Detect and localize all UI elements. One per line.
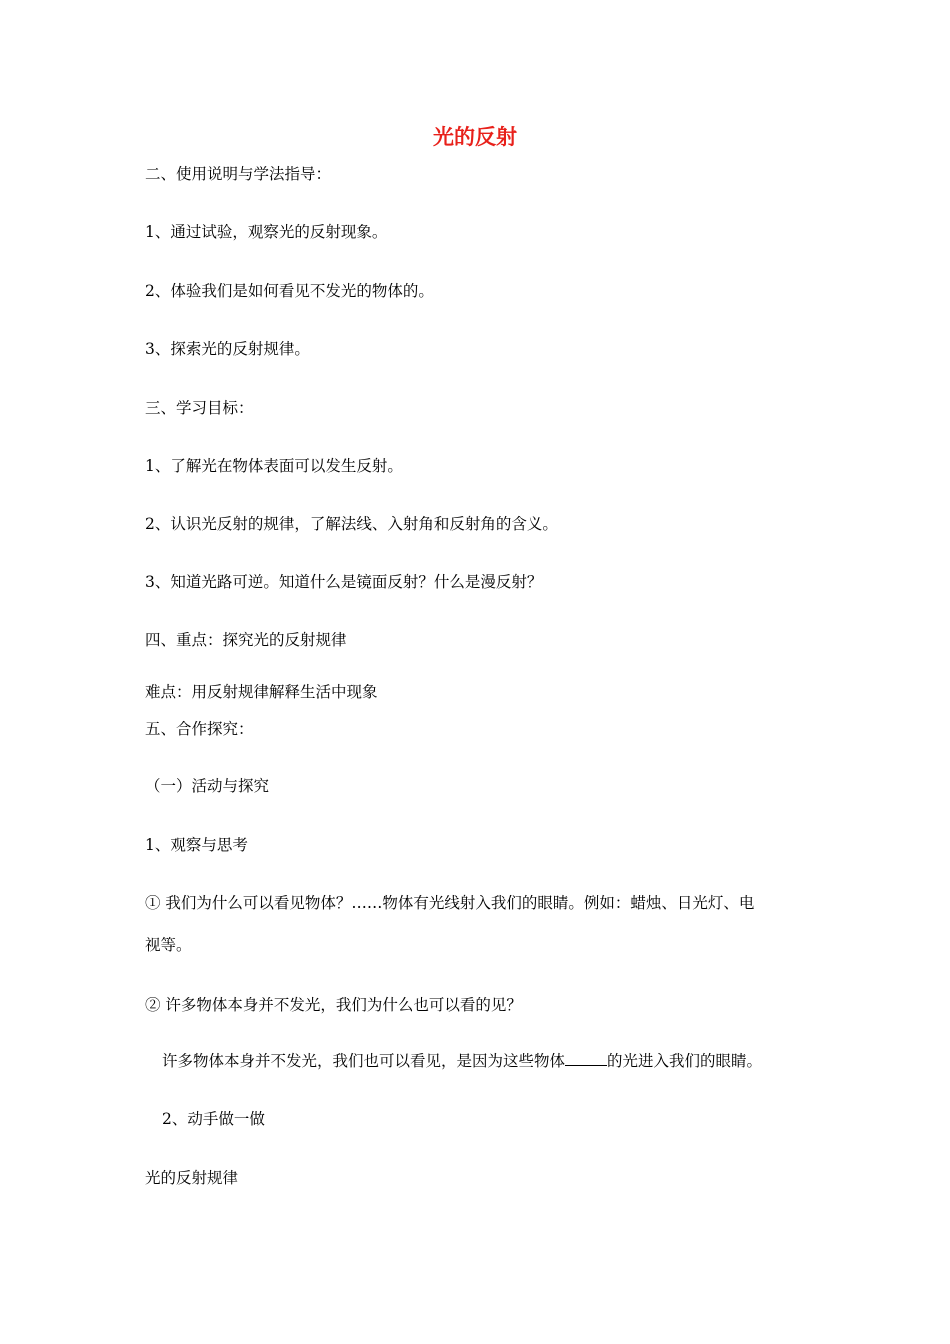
key-point: 四、重点：探究光的反射规律 [145,631,347,649]
goal-item-1: 1、了解光在物体表面可以发生反射。 [145,457,403,475]
section-instructions-heading: 二、使用说明与学法指导： [145,165,332,183]
reflection-law-heading: 光的反射规律 [145,1169,239,1187]
instruction-item-1: 1、通过试验，观察光的反射现象。 [145,223,388,241]
question-2: ② 许多物体本身并不发光，我们为什么也可以看的见？ [145,996,522,1014]
question-1-line-1: ① 我们为什么可以看见物体？……物体有光线射入我们的眼睛。例如：蜡烛、日光灯、电 [145,894,755,912]
answer-blank[interactable] [565,1051,607,1066]
goal-item-2: 2、认识光反射的规律，了解法线、入射角和反射角的含义。 [145,515,558,533]
instruction-item-3: 3、探索光的反射规律。 [145,340,310,358]
goal-item-3: 3、知道光路可逆。知道什么是镜面反射？什么是漫反射？ [145,573,543,591]
fill-sentence-before: 许多物体本身并不发光，我们也可以看见，是因为这些物体 [162,1052,566,1070]
observe-think-heading: 1、观察与思考 [145,836,248,854]
difficulty-point: 难点：用反射规律解释生活中现象 [145,683,378,701]
question-1-line-2: 视等。 [145,936,192,954]
activity-heading: （一）活动与探究 [145,777,270,795]
document-title: 光的反射 [433,125,517,149]
fill-sentence-after: 的光进入我们的眼睛。 [607,1052,763,1070]
section-goals-heading: 三、学习目标： [145,399,254,417]
hands-on-heading: 2、动手做一做 [162,1110,265,1128]
section-cooperation-heading: 五、合作探究： [145,720,254,738]
fill-in-sentence [162,1050,762,1072]
instruction-item-2: 2、体验我们是如何看见不发光的物体的。 [145,282,434,300]
